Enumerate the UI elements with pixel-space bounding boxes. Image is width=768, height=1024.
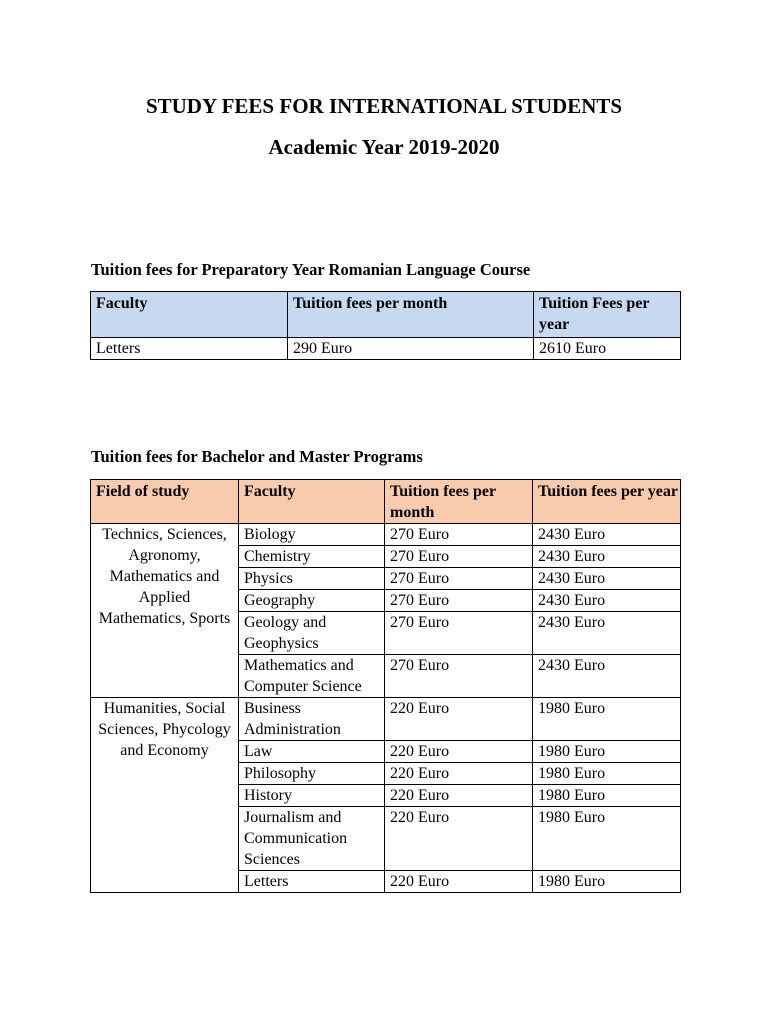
fee-year-cell: 1980 Euro xyxy=(533,698,681,741)
document-title: STUDY FEES FOR INTERNATIONAL STUDENTS xyxy=(145,94,623,118)
faculty-cell: Chemistry xyxy=(239,546,385,568)
bachelor-master-table-caption: Tuition fees for Bachelor and Master Programs xyxy=(91,447,423,466)
table-row xyxy=(91,524,681,546)
faculty-cell: Letters xyxy=(239,871,385,893)
table-row xyxy=(91,338,681,360)
preparatory-table-caption: Tuition fees for Preparatory Year Romanian Language Course xyxy=(91,260,531,279)
fee-month-cell: 220 Euro xyxy=(385,763,533,785)
fee-month-cell: 270 Euro xyxy=(385,612,533,655)
column-header-faculty: Faculty xyxy=(239,480,385,524)
fee-month-cell: 270 Euro xyxy=(385,655,533,698)
fee-month-cell: 290 Euro xyxy=(288,338,534,360)
column-header-fees-year: Tuition fees per year xyxy=(533,480,681,524)
faculty-cell: Letters xyxy=(91,338,288,360)
bachelor-master-fees-table xyxy=(90,479,681,893)
table-header-row xyxy=(91,292,681,338)
table-header-row xyxy=(91,480,681,524)
academic-year-subtitle: Academic Year 2019-2020 xyxy=(268,135,500,159)
fee-year-cell: 2430 Euro xyxy=(533,655,681,698)
faculty-cell: Philosophy xyxy=(239,763,385,785)
fee-month-cell: 270 Euro xyxy=(385,568,533,590)
fee-month-cell: 270 Euro xyxy=(385,524,533,546)
faculty-cell: Geography xyxy=(239,590,385,612)
fee-year-cell: 2430 Euro xyxy=(533,546,681,568)
fee-year-cell: 2430 Euro xyxy=(533,612,681,655)
fee-month-cell: 220 Euro xyxy=(385,698,533,741)
faculty-cell: History xyxy=(239,785,385,807)
fee-year-cell: 1980 Euro xyxy=(533,741,681,763)
fee-year-cell: 1980 Euro xyxy=(533,871,681,893)
faculty-cell: Biology xyxy=(239,524,385,546)
faculty-cell: Physics xyxy=(239,568,385,590)
column-header-fees-month: Tuition fees per month xyxy=(385,480,533,524)
fee-month-cell: 270 Euro xyxy=(385,546,533,568)
fee-month-cell: 270 Euro xyxy=(385,590,533,612)
preparatory-fees-table xyxy=(90,291,681,360)
fee-year-cell: 1980 Euro xyxy=(533,785,681,807)
faculty-cell: Law xyxy=(239,741,385,763)
faculty-cell: Journalism and Communication Sciences xyxy=(239,807,385,871)
column-header-faculty: Faculty xyxy=(91,292,288,338)
fee-year-cell: 2610 Euro xyxy=(534,338,681,360)
faculty-cell: Mathematics and Computer Science xyxy=(239,655,385,698)
fee-year-cell: 1980 Euro xyxy=(533,763,681,785)
column-header-fees-month: Tuition fees per month xyxy=(288,292,534,338)
table-row xyxy=(91,698,681,741)
fee-month-cell: 220 Euro xyxy=(385,785,533,807)
column-header-fees-year: Tuition Fees per year xyxy=(534,292,681,338)
fee-year-cell: 2430 Euro xyxy=(533,524,681,546)
fee-year-cell: 1980 Euro xyxy=(533,807,681,871)
faculty-cell: Business Administration xyxy=(239,698,385,741)
fee-month-cell: 220 Euro xyxy=(385,807,533,871)
fee-month-cell: 220 Euro xyxy=(385,871,533,893)
column-header-field: Field of study xyxy=(91,480,239,524)
field-of-study-cell: Technics, Sciences, Agronomy, Mathematics and Applied Mathematics, Sports xyxy=(91,524,239,698)
fee-month-cell: 220 Euro xyxy=(385,741,533,763)
faculty-cell: Geology and Geophysics xyxy=(239,612,385,655)
fee-year-cell: 2430 Euro xyxy=(533,590,681,612)
fee-year-cell: 2430 Euro xyxy=(533,568,681,590)
field-of-study-cell: Humanities, Social Sciences, Phycology and Economy xyxy=(91,698,239,893)
